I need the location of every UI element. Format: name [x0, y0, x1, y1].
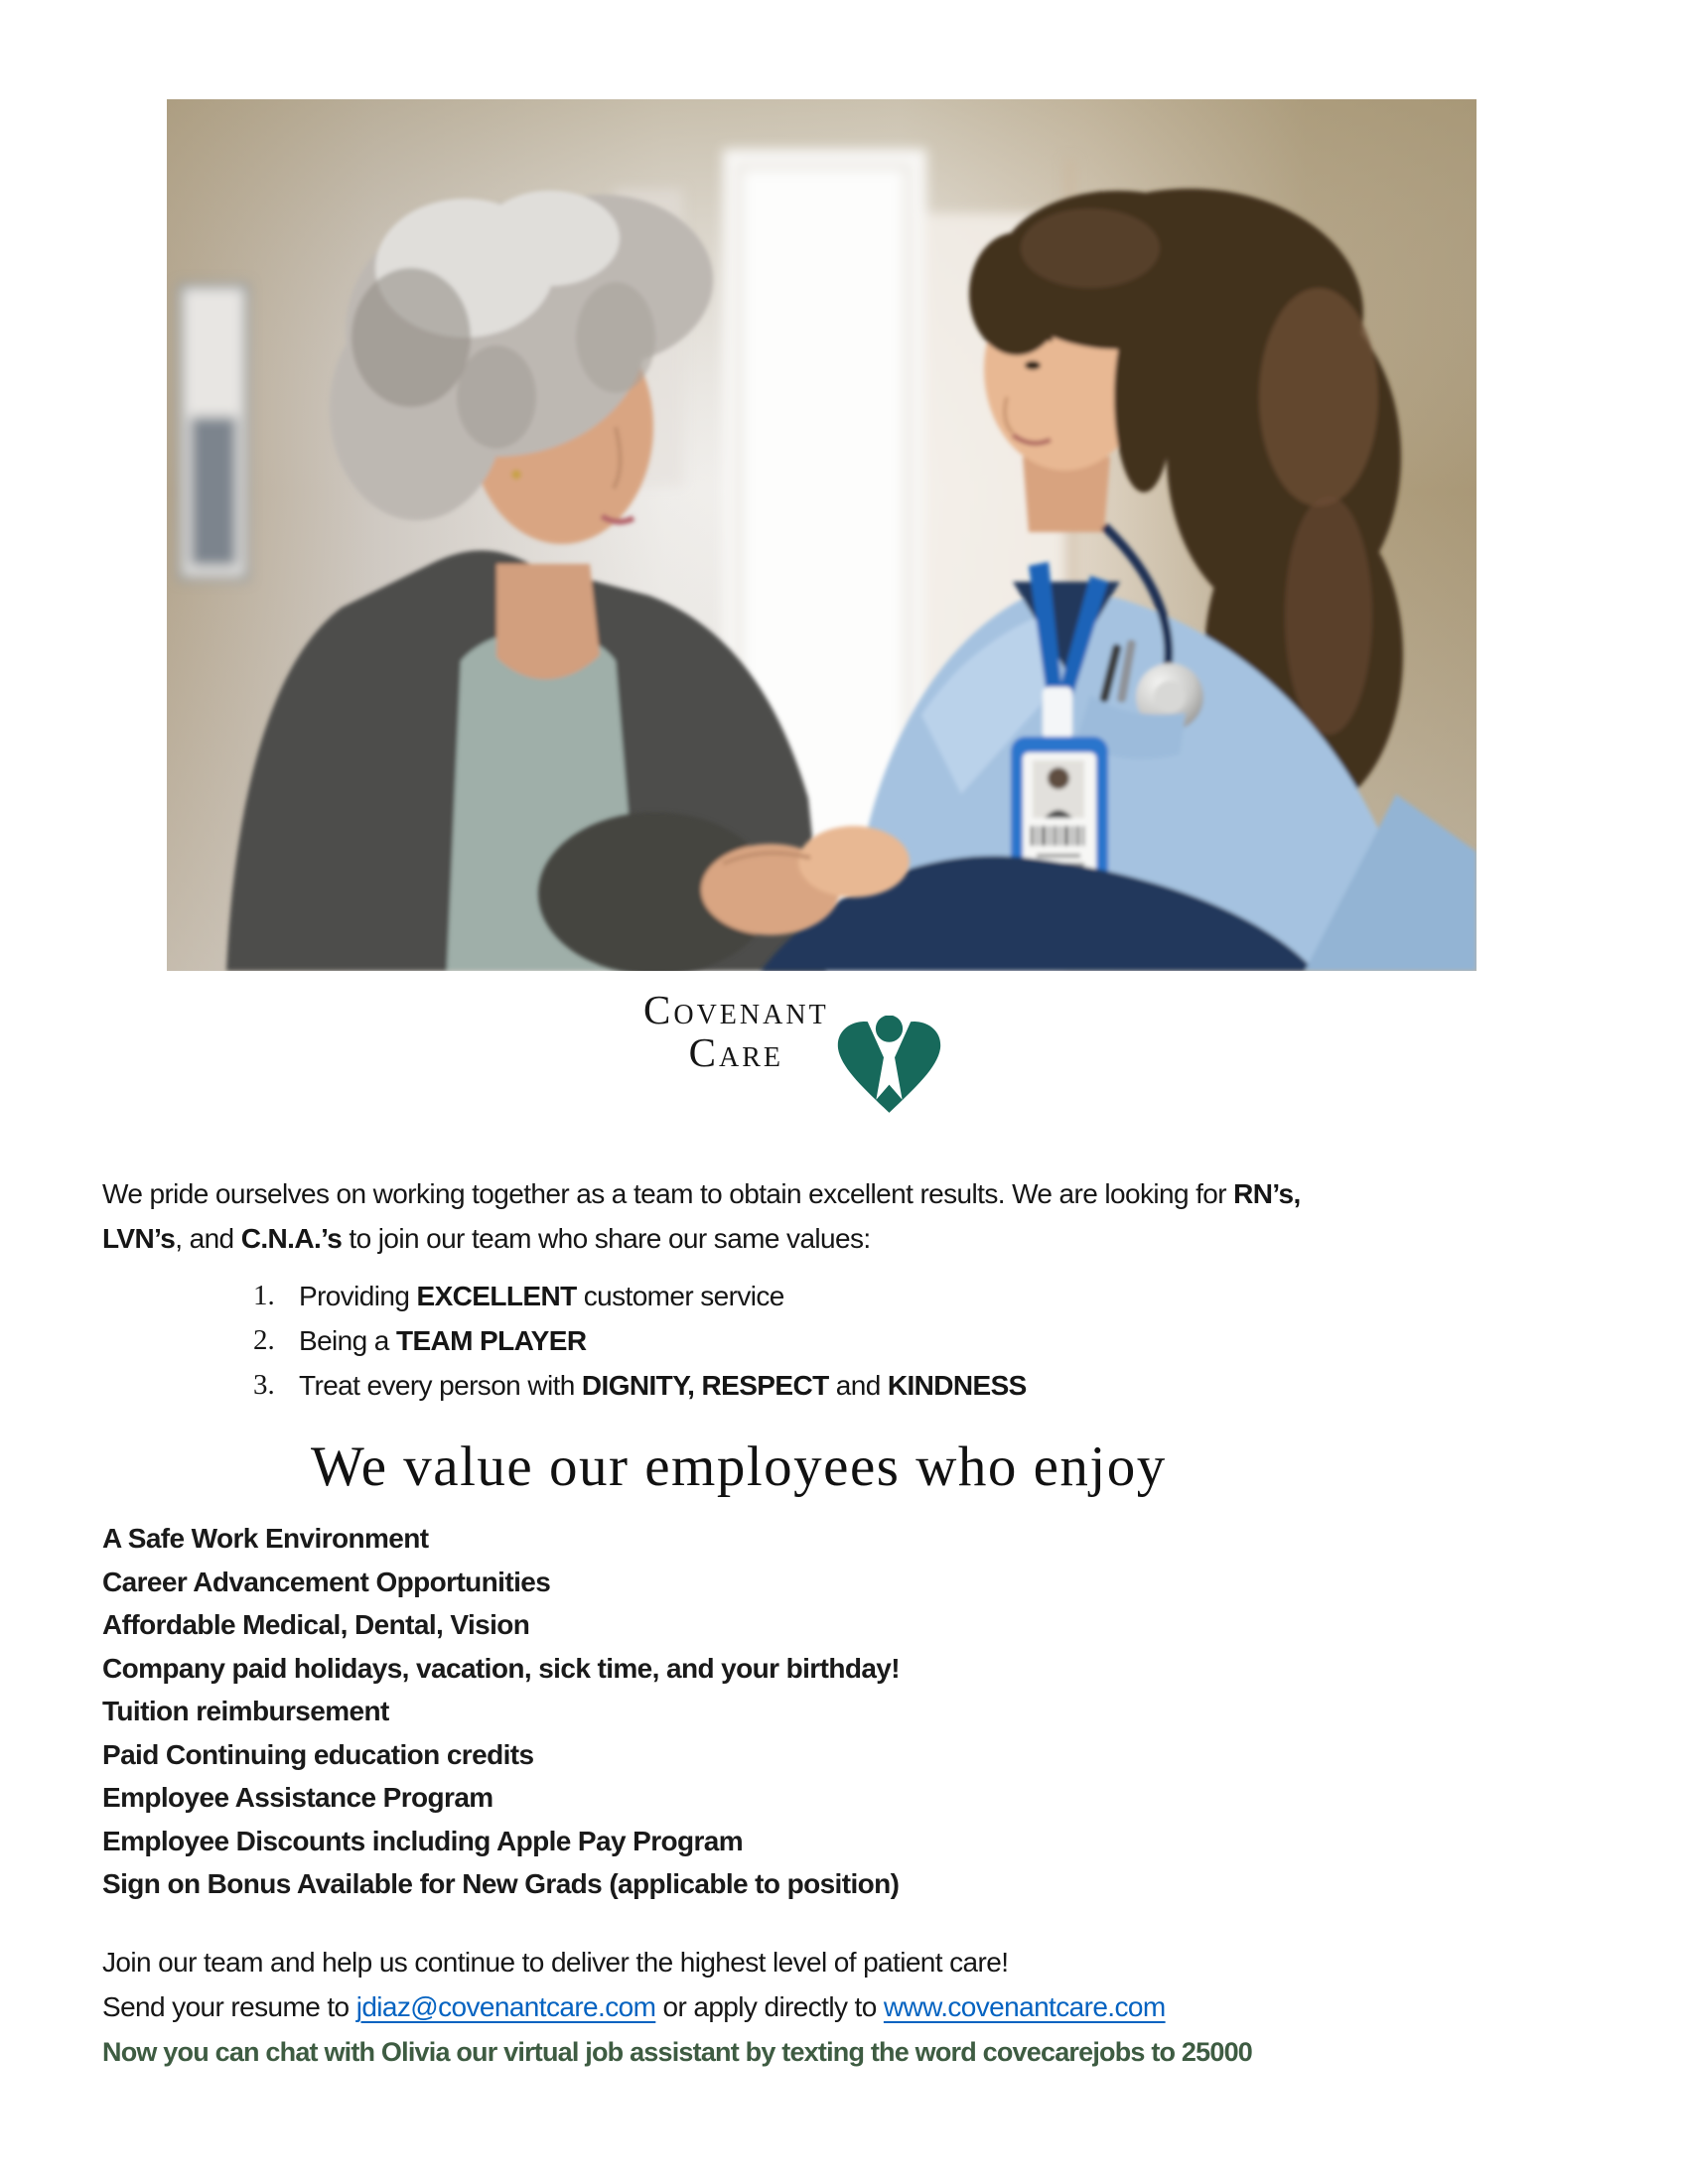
chat-assistant-line: Now you can chat with Olivia our virtual job assistant by texting the word covecarejobs to 25000	[102, 2036, 1253, 2067]
benefit-item: Employee Assistance Program	[102, 1782, 493, 1813]
closing-line-2: Send your resume to jdiaz@covenantcare.com or apply directly to www.covenantcare.com	[102, 1991, 1166, 2022]
value-item-text: Providing EXCELLENT customer service	[299, 1281, 784, 1311]
benefits-list	[102, 1517, 1612, 1906]
flyer-body	[102, 1171, 1612, 2075]
value-item-text: Treat every person with DIGNITY, RESPECT and KINDNESS	[299, 1370, 1027, 1401]
values-list	[102, 1274, 1612, 1408]
logo-line-covenant: COVENANT	[643, 987, 829, 1032]
list-number: 3.	[253, 1369, 275, 1401]
page-title: We value our employees who enjoy	[311, 1435, 1167, 1498]
covenant-care-wordmark	[643, 987, 829, 1075]
benefit-item: Sign on Bonus Available for New Grads (applicable to position)	[102, 1868, 900, 1899]
closing-line-1: Join our team and help us continue to deliver the highest level of patient care!	[102, 1946, 1009, 1978]
website-link[interactable]: www.covenantcare.com	[883, 1991, 1166, 2022]
covenant-care-logo	[643, 987, 945, 1116]
intro-line-1: We pride ourselves on working together as a team to obtain excellent results. We are looking for RN’s,	[102, 1178, 1301, 1209]
benefit-item: A Safe Work Environment	[102, 1523, 429, 1554]
benefit-item: Career Advancement Opportunities	[102, 1566, 551, 1597]
value-item-2	[102, 1318, 1612, 1363]
benefit-item: Tuition reimbursement	[102, 1696, 389, 1726]
logo-line-care: CARE	[688, 1029, 784, 1075]
benefit-item: Company paid holidays, vacation, sick time, and your birthday!	[102, 1652, 900, 1684]
caregiver-photo	[167, 99, 1477, 971]
email-link[interactable]: jdiaz@covenantcare.com	[355, 1991, 656, 2022]
list-number: 1.	[253, 1280, 275, 1311]
intro-line-2: LVN’s, and C.N.A.’s to join our team who share our same values:	[102, 1223, 871, 1254]
benefit-item: Employee Discounts including Apple Pay Program	[102, 1825, 744, 1856]
benefit-item: Affordable Medical, Dental, Vision	[102, 1609, 530, 1640]
list-number: 2.	[253, 1324, 275, 1356]
heart-person-icon	[833, 1016, 945, 1116]
value-item-3	[102, 1363, 1612, 1408]
benefit-item: Paid Continuing education credits	[102, 1738, 534, 1770]
closing-section	[102, 1940, 1612, 2076]
value-item-1	[102, 1274, 1612, 1318]
intro-paragraph	[102, 1171, 1612, 1261]
value-item-text: Being a TEAM PLAYER	[299, 1325, 587, 1356]
